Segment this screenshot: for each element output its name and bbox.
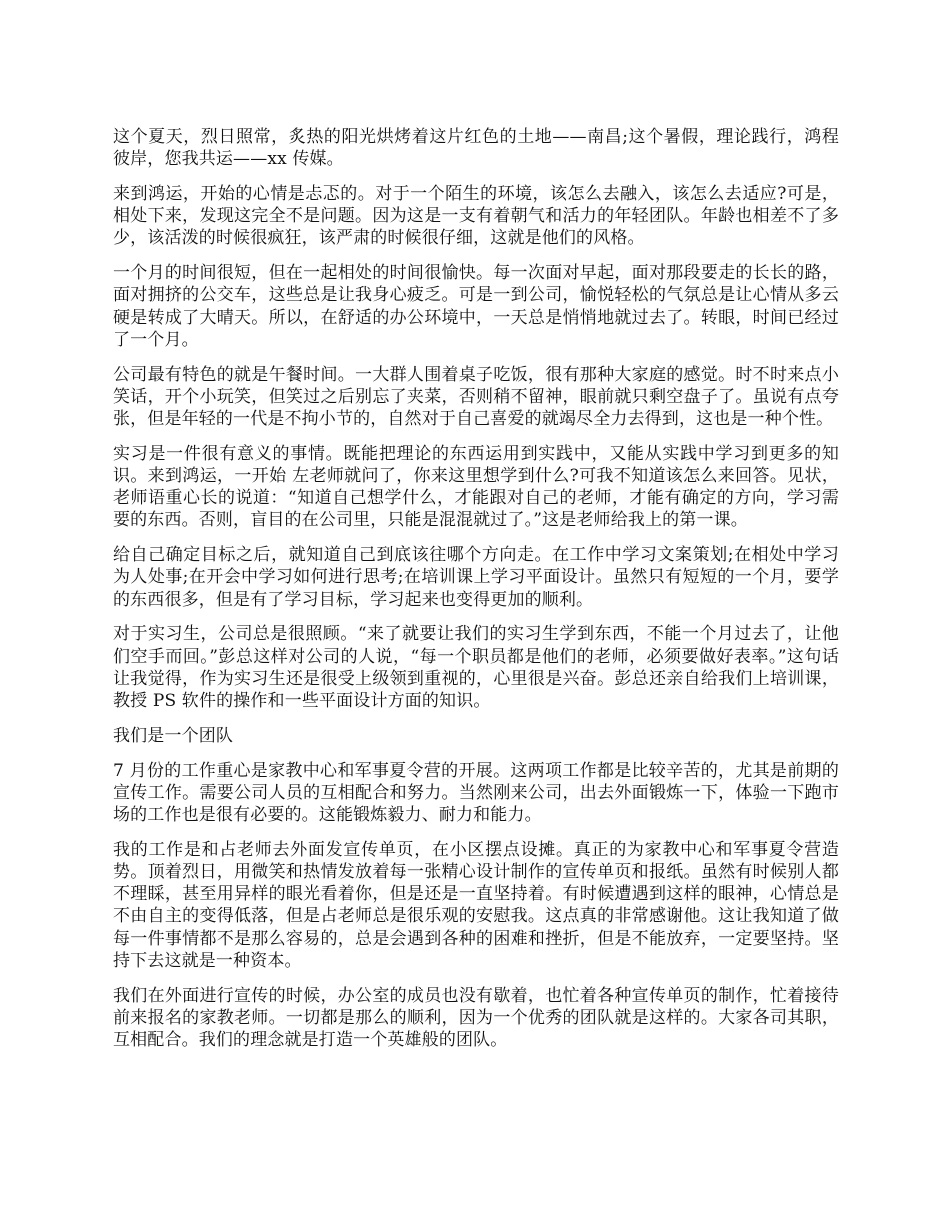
paragraph-goals: 给自己确定目标之后，就知道自己到底该往哪个方向走。在工作中学习文案策划;在相处中学习为人处事;在开会中学习如何进行思考;在培训课上学习平面设计。虽然只有短短的一个月，要学的东西很多，但是有了学习目标，学习起来也变得更加的顺利。 <box>113 545 839 610</box>
paragraph-daily-life: 一个月的时间很短，但在一起相处的时间很愉快。每一次面对早起，面对那段要走的长长的路，面对拥挤的公交车，这些总是让我身心疲乏。可是一到公司，愉悦轻松的气氛总是让心情从多云硬是转成了大晴天。所以，在舒适的办公环境中，一天总是悄悄地就过去了。转眼，时间已经过了一个月。 <box>113 263 839 350</box>
paragraph-intro: 这个夏天，烈日照常，炙热的阳光烘烤着这片红色的土地——南昌;这个暑假，理论践行，鸿程彼岸，您我共运——xx 传媒。 <box>113 127 839 170</box>
paragraph-fieldwork: 我的工作是和占老师去外面发宣传单页，在小区摆点设摊。真正的为家教中心和军事夏令营造势。顶着烈日，用微笑和热情发放着每一张精心设计制作的宣传单页和报纸。虽然有时候别人都不理睬，甚至用异样的眼光看着你，但是还是一直坚持着。有时候遭遇到这样的眼神，心情总是不由自主的变得低落，但是占老师总是很乐观的安慰我。这点真的非常感谢他。这让我知道了做每一件事情都不是那么容易的，总是会遇到各种的困难和挫折，但是不能放弃，一定要坚持。坚持下去这就是一种资本。 <box>113 839 839 971</box>
document-page <box>113 126 839 1064</box>
paragraph-team: 我们在外面进行宣传的时候，办公室的成员也没有歇着，也忙着各种宣传单页的制作，忙着接待前来报名的家教老师。一切都是那么的顺利，因为一个优秀的团队就是这样的。大家各司其职，互相配合。我们的理念就是打造一个英雄般的团队。 <box>113 985 839 1051</box>
paragraph-july-focus: 7 月份的工作重心是家教中心和军事夏令营的开展。这两项工作都是比较辛苦的，尤其是前期的宣传工作。需要公司人员的互相配合和努力。当然刚来公司，出去外面锻炼一下，体验一下跑市场的工作也是很有必要的。这能锻炼毅力、耐力和能力。 <box>113 760 839 826</box>
paragraph-lunch: 公司最有特色的就是午餐时间。一大群人围着桌子吃饭，很有那种大家庭的感觉。时不时来点小笑话，开个小玩笑，但笑过之后别忘了夹菜，否则稍不留神，眼前就只剩空盘子了。虽说有点夸张，但是年轻的一代是不拘小节的，自然对于自己喜爱的就竭尽全力去得到，这也是一种个性。 <box>113 364 839 430</box>
paragraph-arrival: 来到鸿运，开始的心情是忐忑的。对于一个陌生的环境，该怎么去融入，该怎么去适应?可是，相处下来，发现这完全不是问题。因为这是一支有着朝气和活力的年轻团队。年龄也相差不了多少，该活泼的时候很疯狂，该严肃的时候很仔细，这就是他们的风格。 <box>113 184 839 249</box>
paragraph-care-for-interns: 对于实习生，公司总是很照顾。“来了就要让我们的实习生学到东西，不能一个月过去了，让他们空手而回。”彭总这样对公司的人说，“每一个职员都是他们的老师，必须要做好表率。”这句话让我觉得，作为实习生还是很受上级领到重视的，心里很是兴奋。彭总还亲自给我们上培训课，教授 PS 软件的操作和一些平面设计方面的知识。 <box>113 624 839 712</box>
paragraph-first-lesson: 实习是一件很有意义的事情。既能把理论的东西运用到实践中，又能从实践中学习到更多的知识。来到鸿运，一开始 左老师就问了，你来这里想学到什么?可我不知道该怎么来回答。见状，老师语重心长的说道：“知道自己想学什么，才能跟对自己的老师，才能有确定的方向，学习需要的东西。否则，盲目的在公司里，只能是混混就过了。”这是老师给我上的第一课。 <box>113 443 839 531</box>
section-heading: 我们是一个团队 <box>113 725 234 746</box>
